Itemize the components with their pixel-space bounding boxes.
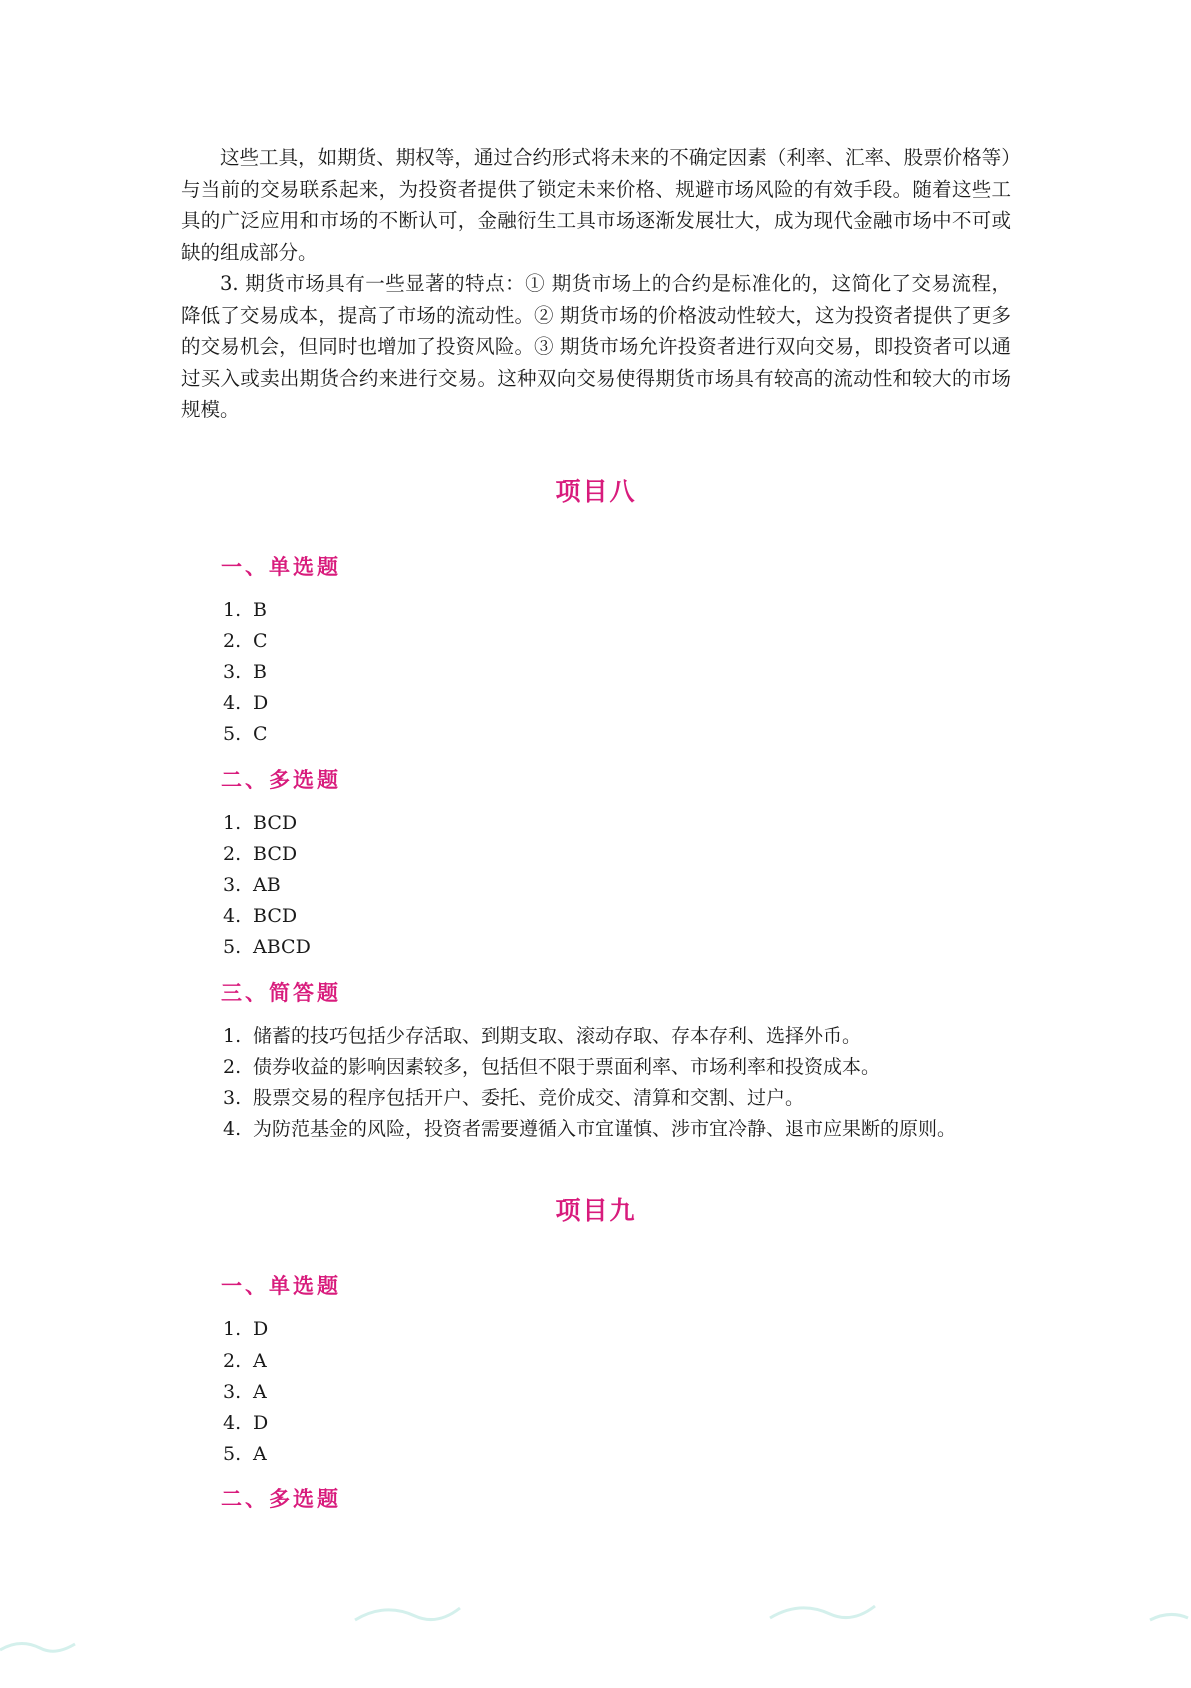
- item-number: 4.: [223, 1411, 242, 1434]
- list-item: [223, 1114, 1011, 1145]
- item-answer: AB: [253, 873, 281, 896]
- list-item: [223, 1346, 1011, 1377]
- list-item: [223, 901, 1011, 932]
- intro-paragraph-1: 这些工具，如期货、期权等，通过合约形式将未来的不确定因素（利率、汇率、股票价格等）与当前的交易联系起来，为投资者提供了锁定未来价格、规避市场风险的有效手段。随着这些工具的广泛应用和市场的不断认可，金融衍生工具市场逐渐发展壮大，成为现代金融市场中不可或缺的组成部分。: [181, 146, 1011, 264]
- item-answer: D: [253, 1318, 269, 1341]
- page-content: [181, 142, 1011, 1513]
- item-answer: C: [253, 629, 268, 652]
- item-number: 5.: [223, 723, 242, 746]
- item-number: 4.: [223, 692, 242, 715]
- list-item: [223, 1314, 1011, 1345]
- list-item: [223, 932, 1011, 963]
- item-answer: BCD: [253, 842, 298, 865]
- item-number: 4.: [223, 905, 242, 928]
- item-number: 3.: [223, 660, 242, 683]
- item-number: 2.: [223, 1349, 242, 1372]
- p9-single-choice-heading: 一、单选题: [221, 1273, 341, 1299]
- list-item: [223, 626, 1011, 657]
- item-number: 5.: [223, 1443, 242, 1466]
- item-answer: BCD: [253, 811, 298, 834]
- p9-single-choice-list: [181, 1314, 1011, 1470]
- item-answer: BCD: [253, 905, 298, 928]
- item-answer: 为防范基金的风险，投资者需要遵循入市宜谨慎、涉市宜冷静、退市应果断的原则。: [253, 1118, 957, 1141]
- list-item: [223, 1021, 1011, 1052]
- p9-multi-choice-heading: 二、多选题: [221, 1486, 341, 1512]
- p8-multi-choice-heading: 二、多选题: [221, 766, 341, 792]
- item-number: 3.: [223, 873, 242, 896]
- list-item: [223, 870, 1011, 901]
- list-item: [223, 1439, 1011, 1470]
- item-number: 2.: [223, 629, 242, 652]
- item-answer: A: [253, 1349, 267, 1372]
- project-8-title: 项目八: [555, 476, 637, 506]
- item-number: 2.: [223, 1055, 242, 1078]
- item-answer: A: [253, 1443, 267, 1466]
- list-item: [223, 719, 1011, 750]
- item-number: 5.: [223, 936, 242, 959]
- watermark-logo-icon: [0, 1580, 1191, 1684]
- item-answer: A: [253, 1380, 267, 1403]
- p8-short-answer-heading: 三、简答题: [221, 979, 341, 1005]
- item-answer: 债券收益的影响因素较多，包括但不限于票面利率、市场利率和投资成本。: [253, 1055, 881, 1078]
- list-item: [223, 688, 1011, 719]
- item-number: 4.: [223, 1118, 242, 1141]
- item-answer: 股票交易的程序包括开户、委托、竞价成交、清算和交割、过户。: [253, 1086, 805, 1109]
- list-item: [223, 1052, 1011, 1083]
- footer-watermark: [0, 1580, 1191, 1684]
- item-answer: B: [253, 660, 267, 683]
- project-9-title: 项目九: [555, 1196, 637, 1226]
- p8-single-choice-heading: 一、单选题: [221, 553, 341, 579]
- item-answer: D: [253, 692, 269, 715]
- item-number: 1.: [223, 1318, 242, 1341]
- list-item: [223, 808, 1011, 839]
- list-item: [223, 595, 1011, 626]
- item-number: 2.: [223, 842, 242, 865]
- item-number: 3.: [223, 1380, 242, 1403]
- p8-short-answer-list: [181, 1021, 1011, 1146]
- intro-paragraph-2: 3. 期货市场具有一些显著的特点：① 期货市场上的合约是标准化的，这简化了交易流程，降低了交易成本，提高了市场的流动性。② 期货市场的价格波动性较大，这为投资者提供了更多的交易机会，但同时也增加了投资风险。③ 期货市场允许投资者进行双向交易，即投资者可以通过买入或卖出期货合约来进行交易。这种双向交易使得期货市场具有较高的流动性和较大的市场规模。: [181, 272, 1011, 421]
- item-number: 1.: [223, 1024, 242, 1047]
- list-item: [223, 1377, 1011, 1408]
- item-answer: 储蓄的技巧包括少存活取、到期支取、滚动存取、存本存利、选择外币。: [253, 1024, 862, 1047]
- list-item: [223, 1408, 1011, 1439]
- item-number: 1.: [223, 811, 242, 834]
- item-number: 1.: [223, 598, 242, 621]
- item-number: 3.: [223, 1086, 242, 1109]
- p8-multi-choice-list: [181, 808, 1011, 964]
- item-answer: C: [253, 723, 268, 746]
- p8-single-choice-list: [181, 595, 1011, 751]
- list-item: [223, 839, 1011, 870]
- list-item: [223, 1083, 1011, 1114]
- item-answer: D: [253, 1411, 269, 1434]
- list-item: [223, 657, 1011, 688]
- item-answer: B: [253, 598, 267, 621]
- item-answer: ABCD: [253, 936, 311, 959]
